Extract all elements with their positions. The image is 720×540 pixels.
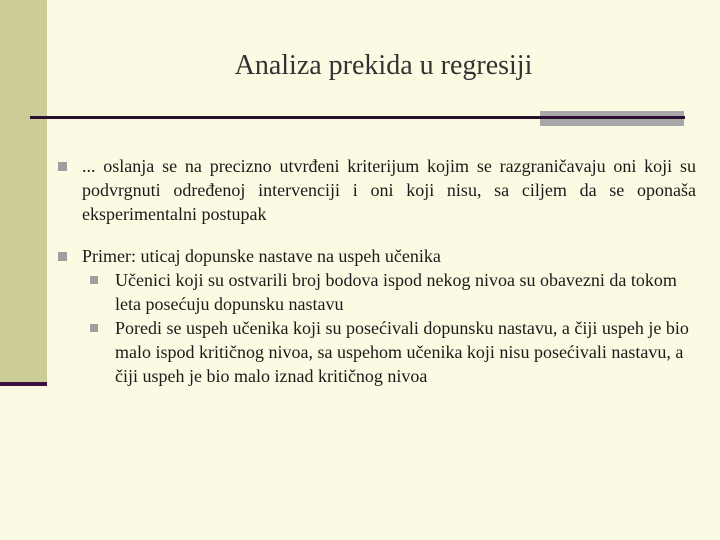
- bullet-text: Primer: uticaj dopunske nastave na uspeh učenika: [82, 246, 441, 266]
- bullet-text: ... oslanja se na precizno utvrđeni kriterijum kojim se razgraničavaju oni koji su podvrgnuti određenoj intervenciji i oni koji nisu, sa ciljem da se oponaša eksperimentalni postupak: [82, 156, 696, 224]
- bullet-square-icon: [58, 162, 67, 171]
- left-accent-band: [0, 0, 47, 382]
- bullet-item: [56, 244, 696, 388]
- slide-title: Analiza prekida u regresiji: [234, 50, 533, 81]
- sub-bullet-item: [82, 268, 696, 316]
- title-rule-overlay: [540, 116, 684, 119]
- bullet-square-icon: [58, 252, 67, 261]
- sub-bullet-item: [82, 316, 696, 388]
- sub-bullet-text: Poredi se uspeh učenika koji su posećivali dopunsku nastavu, a čiji uspeh je bio malo ispod kritičnog nivoa, sa uspehom učenika koji nisu posećivali nastavu, a čiji uspeh je bio malo iznad kritičnog nivoa: [115, 318, 689, 386]
- slide-body: [56, 154, 696, 406]
- sub-bullet-square-icon: [90, 324, 98, 332]
- bullet-item: [56, 154, 696, 226]
- sub-bullet-text: Učenici koji su ostvarili broj bodova ispod nekog nivoa su obavezni da tokom leta posećuju dopunsku nastavu: [115, 270, 677, 314]
- sub-bullet-square-icon: [90, 276, 98, 284]
- left-accent-band-edge: [0, 382, 47, 386]
